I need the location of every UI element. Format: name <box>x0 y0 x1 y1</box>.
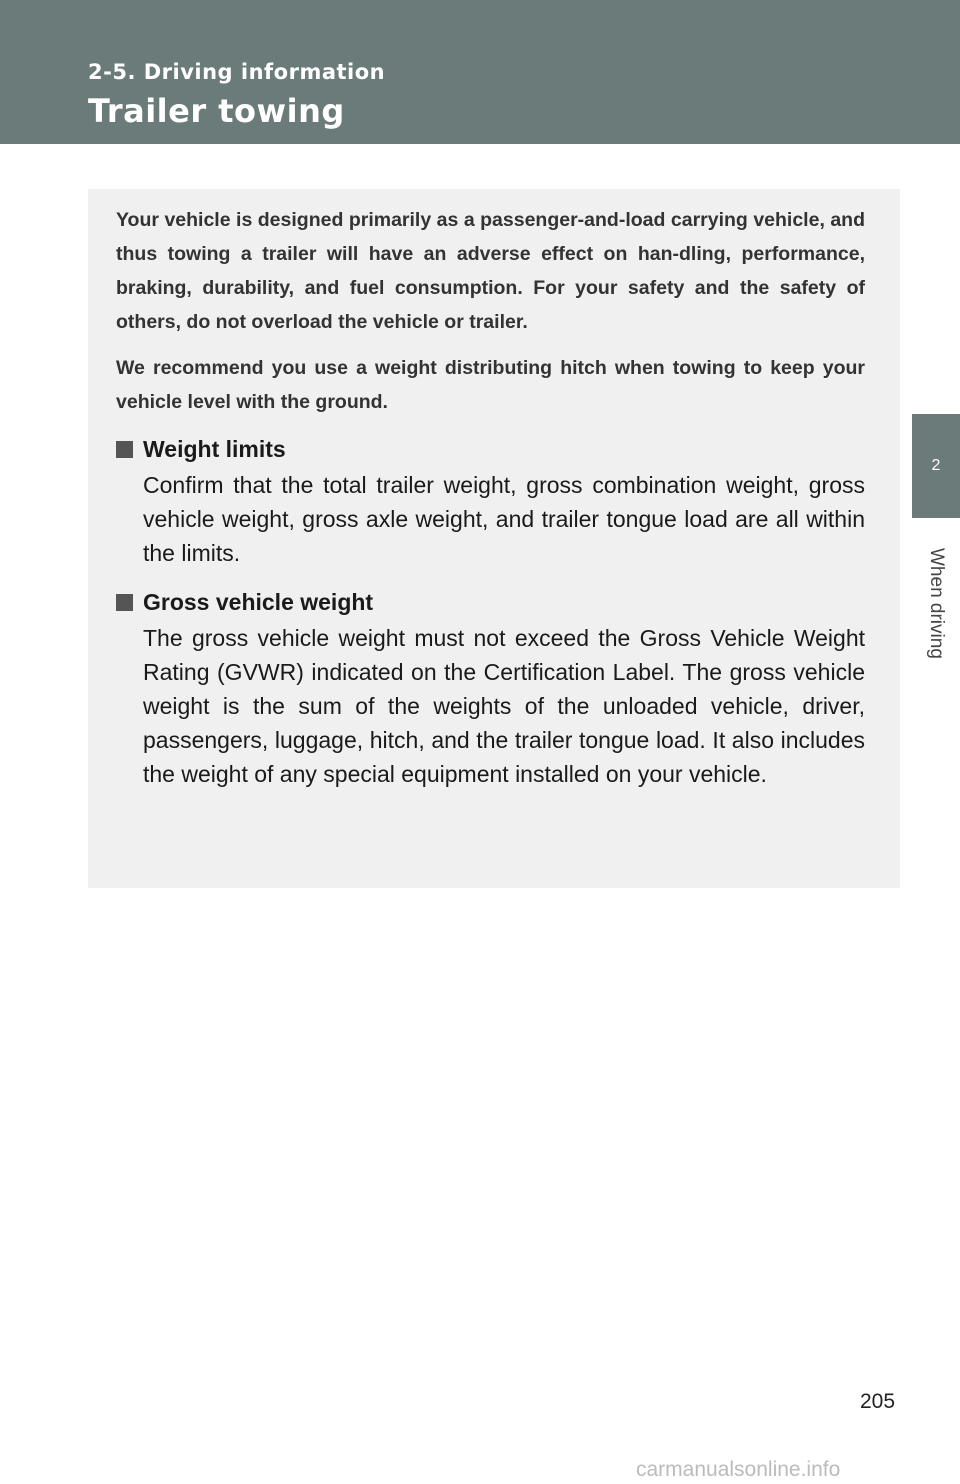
page-number: 205 <box>860 1390 896 1413</box>
chapter-tab-label <box>912 520 960 686</box>
content-box <box>88 189 900 888</box>
chapter-tab-number[interactable]: 2 <box>912 414 960 518</box>
subsection-heading-text: Gross vehicle weight <box>143 589 374 615</box>
subsection-heading <box>116 585 865 619</box>
chapter-tab-label-text: When driving <box>926 547 947 659</box>
subsection-gross-vehicle-weight <box>116 585 865 791</box>
section-label: 2-5. Driving information <box>88 60 386 84</box>
subsection-heading-text: Weight limits <box>143 436 286 462</box>
square-bullet-icon <box>116 594 133 611</box>
intro-paragraph: We recommend you use a weight distributing hitch when towing to keep your vehicle level with the ground. <box>116 357 865 413</box>
page-header <box>0 0 960 144</box>
subsection-weight-limits <box>116 432 865 570</box>
watermark-text: carmanualsonline.info <box>636 1458 841 1481</box>
square-bullet-icon <box>116 441 133 458</box>
intro-paragraph: Your vehicle is designed primarily as a passenger-and-load carrying vehicle, and thus towing a trailer will have an adverse effect on han-dling, performance, braking, durability, and fuel consumption. For your safety and the safety of others, do not overload the vehicle or trailer. <box>116 209 865 333</box>
page-title: Trailer towing <box>88 92 345 130</box>
subsection-body: The gross vehicle weight must not exceed the Gross Vehicle Weight Rating (GVWR) indicated on the Certification Label. The gross vehicle weight is the sum of the weights of the unloaded vehicle, driver, passengers, luggage, hitch, and the trailer tongue load. It also includes the weight of any special equipment installed on your vehicle. <box>143 625 865 787</box>
subsection-heading <box>116 432 865 466</box>
subsection-body: Confirm that the total trailer weight, gross combination weight, gross vehicle weight, gross axle weight, and trailer tongue load are all within the limits. <box>143 472 865 566</box>
